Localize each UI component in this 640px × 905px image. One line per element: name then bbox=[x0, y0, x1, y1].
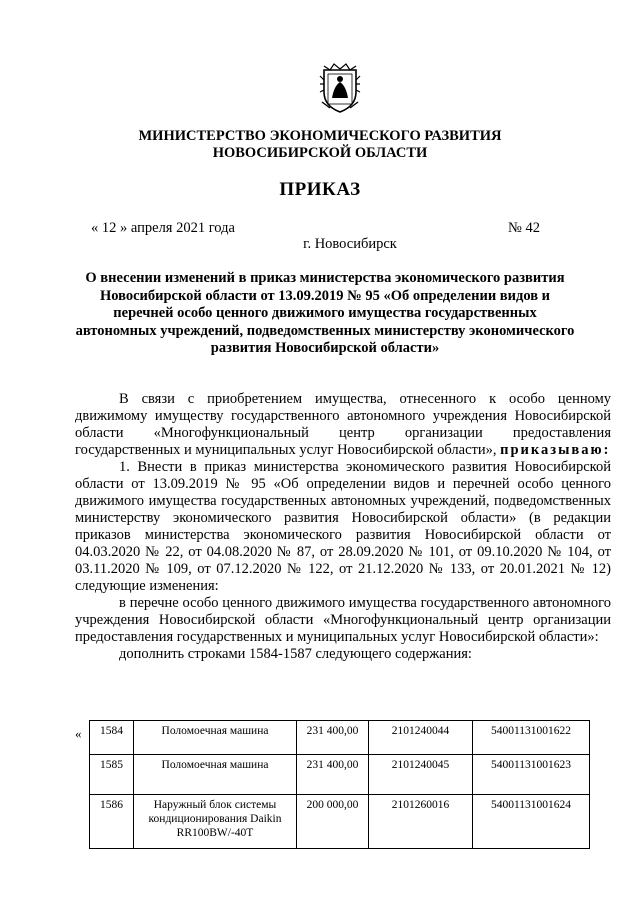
order-date: « 12 » апреля 2021 года bbox=[91, 220, 235, 236]
order-title: ПРИКАЗ bbox=[279, 179, 361, 200]
order-city: г. Новосибирск bbox=[303, 236, 397, 252]
order-body bbox=[75, 391, 611, 663]
asset-price: 231 400,00 bbox=[297, 721, 369, 755]
ministry-line-2: НОВОСИБИРСКОЙ ОБЛАСТИ bbox=[212, 145, 428, 161]
asset-name: Наружный блок системы кондиционирования Daikin RR100BW/-40T bbox=[134, 795, 297, 849]
asset-code: 2101240044 bbox=[369, 721, 473, 755]
table-row bbox=[90, 755, 590, 795]
ministry-name bbox=[0, 128, 640, 162]
paragraph-4: дополнить строками 1584-1587 следующего содержания: bbox=[119, 646, 472, 662]
row-number: 1584 bbox=[90, 721, 134, 755]
paragraph-2: 1. Внести в приказ министерства экономического развития Новосибирской области от 13.09.2019 № 95 «Об определении видов и перечней особо ценного движимого имущества государственных автономных учреждений, подведомственных министерству экономического развития Новосибирской области» (в редакции приказов министерства экономического развития Новосибирской области от 04.03.2020 № 22, от 04.08.2020 № 87, от 28.09.2020 № 101, от 09.10.2020 № 104, от 03.11.2020 № 109, от 07.12.2020 № 122, от 21.12.2020 № 133, от 20.01.2021 № 12) следующие изменения: bbox=[75, 459, 611, 594]
asset-name: Поломоечная машина bbox=[134, 755, 297, 795]
inventory-number: 54001131001624 bbox=[473, 795, 590, 849]
asset-price: 231 400,00 bbox=[297, 755, 369, 795]
asset-code: 2101260016 bbox=[369, 795, 473, 849]
table-row bbox=[90, 721, 590, 755]
asset-name: Поломоечная машина bbox=[134, 721, 297, 755]
inventory-number: 54001131001622 bbox=[473, 721, 590, 755]
coat-of-arms-icon bbox=[318, 62, 362, 114]
paragraph-1 bbox=[75, 391, 611, 459]
asset-code: 2101240045 bbox=[369, 755, 473, 795]
row-number: 1586 bbox=[90, 795, 134, 849]
order-subject: О внесении изменений в приказ министерства экономического развития Новосибирской области от 13.09.2019 № 95 «Об определении видов и перечней особо ценного движимого имущества государственных автономных учреждений, подведомственных министерству экономического развития Новосибирской области» bbox=[75, 270, 575, 356]
asset-price: 200 000,00 bbox=[297, 795, 369, 849]
row-number: 1585 bbox=[90, 755, 134, 795]
assets-table bbox=[89, 720, 590, 849]
paragraph-3: в перечне особо ценного движимого имущества государственного автономного учреждения Новосибирской области «Многофункциональный центр организации предоставления государственных и муниципальных услуг Новосибирской области»: bbox=[75, 595, 611, 645]
table-row bbox=[90, 795, 590, 849]
paragraph-1-text: В связи с приобретением имущества, отнесенного к особо ценному движимому имуществу государственного автономного учреждения Новосибирской области «Многофункциональный центр организации предоставления государственных и муниципальных услуг Новосибирской области», bbox=[75, 391, 611, 458]
order-word: приказываю: bbox=[500, 442, 611, 458]
table-open-quote: « bbox=[75, 726, 82, 741]
order-number: № 42 bbox=[508, 220, 540, 236]
inventory-number: 54001131001623 bbox=[473, 755, 590, 795]
ministry-line-1: МИНИСТЕРСТВО ЭКОНОМИЧЕСКОГО РАЗВИТИЯ bbox=[138, 128, 502, 144]
